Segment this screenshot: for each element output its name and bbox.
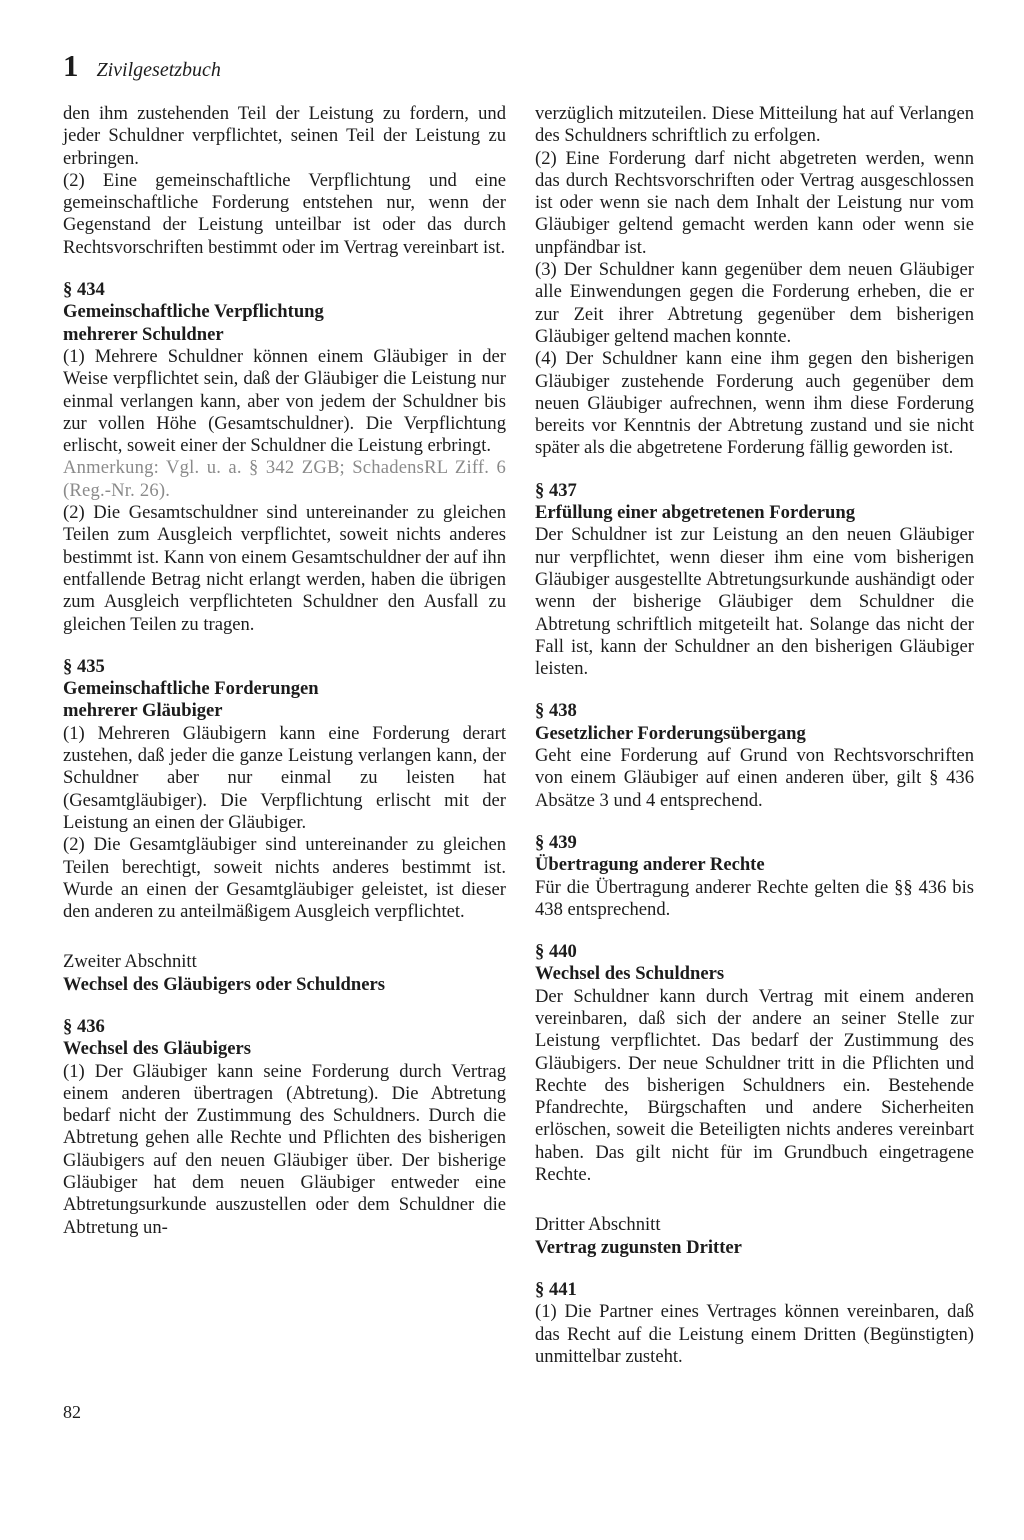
- paragraph: (1) Der Gläubiger kann seine Forderung durch Vertrag einem anderen übertragen (Abtretung). Die Abtretung bedarf nicht der Zustimmung des Schuldners. Durch die Abtretung gehen alle Rechte und Pflichten des bisherigen Gläubigers auf den neuen Gläubiger über. Der bisherige Gläubiger hat dem neuen Gläubiger entweder eine Abtretungsurkunde auszustellen oder dem Schuldner die Abtretung un-: [63, 1060, 506, 1238]
- section-title: Gemeinschaftliche Verpflichtung: [63, 301, 324, 323]
- section-441: [535, 1279, 974, 1368]
- section-435: [63, 656, 506, 924]
- paragraph: (1) Mehreren Gläubigern kann eine Forderung derart zustehen, daß jeder die ganze Leistung verlangen kann, der Schuldner aber nur einmal zu leisten hat (Gesamtgläubiger). Die Verpflichtung erlischt mit der Leistung an einen der Gläubiger.: [63, 722, 506, 833]
- part-label: Dritter Abschnitt: [535, 1214, 661, 1236]
- right-column: [535, 103, 974, 1368]
- paragraph: (1) Die Partner eines Vertrages können vereinbaren, daß das Recht auf die Leistung einem Dritten (Begünstigten) unmittelbar zusteht.: [535, 1301, 974, 1367]
- paragraph: (2) Eine gemeinschaftliche Verpflichtung und eine gemeinschaftliche Forderung entstehen nur, wenn der Gegenstand der Leistung unteilbar ist oder das durch Rechtsvorschriften bestimmt oder im Vertrag vereinbart ist.: [63, 169, 506, 258]
- section-number: § 439: [535, 831, 577, 853]
- paragraph: (2) Die Gesamtschuldner sind untereinander zu gleichen Teilen zum Ausgleich verpflichtet, soweit nichts anderes bestimmt ist. Kann von einem Gesamtschuldner der auf ihn entfallende Betrag nicht erlangt werden, haben die übrigen zum Ausgleich verpflichteten Schuldner den Ausfall zu gleichen Teilen zu tragen.: [63, 502, 506, 635]
- section-number: § 440: [535, 941, 577, 963]
- section-number: § 434: [63, 279, 105, 301]
- paragraph: (2) Die Gesamtgläubiger sind untereinander zu gleichen Teilen berechtigt, soweit nichts anderes bestimmt ist. Wurde an einen der Gesamtgläubiger geleistet, ist dieser den anderen zu anteilmäßigem Ausgleich verpflichtet.: [63, 834, 506, 923]
- section-436: [63, 1016, 506, 1239]
- part-title: Wechsel des Gläubigers oder Schuldners: [63, 973, 385, 995]
- section-number: § 438: [535, 700, 577, 722]
- running-head: [63, 48, 221, 88]
- section-number: § 441: [535, 1278, 577, 1300]
- paragraph: Der Schuldner kann durch Vertrag mit einem anderen vereinbaren, daß sich der andere an seiner Stelle zur Leistung verpflichtet. Das bedarf der Zustimmung des Gläubigers. Der neue Schuldner tritt in die Pflichten und Rechte des bisherigen Schuldners ein. Bestehende Pfandrechte, Bürgschaften und andere Sicherheiten erlöschen, soweit die Beteiligten nichts anderes vereinbart haben. Das gilt nicht für im Grundbuch eingetragene Rechte.: [535, 985, 974, 1186]
- section-number: § 435: [63, 655, 105, 677]
- section-title: Wechsel des Schuldners: [535, 963, 725, 985]
- paragraph: (3) Der Schuldner kann gegenüber dem neuen Gläubiger alle Einwendungen gegen die Forderung erheben, die er zur Zeit ihrer Abtretung gegenüber dem bisherigen Gläubiger geltend machen konnte.: [535, 259, 974, 347]
- section-title: Erfüllung einer abgetretenen Forderung: [535, 502, 856, 524]
- section-title: Gesetzlicher Forderungsübergang: [535, 722, 806, 744]
- part-title: Vertrag zugunsten Dritter: [535, 1236, 742, 1258]
- section-number: § 436: [63, 1015, 105, 1037]
- paragraph: Geht eine Forderung auf Grund von Rechtsvorschriften von einem Gläubiger auf einen anderen über, gilt § 436 Absätze 3 und 4 entsprechend.: [535, 745, 974, 811]
- paragraph: (4) Der Schuldner kann eine ihm gegen den bisherigen Gläubiger zustehende Forderung auch gegenüber dem neuen Gläubiger aufrechnen, wenn ihm diese Forderung bereits vor Kenntnis der Abtretung zustand und sie nicht später als die abgetretene Forderung fällig geworden ist.: [535, 348, 974, 459]
- section-title: mehrerer Schuldner: [63, 323, 224, 345]
- section-title: mehrerer Gläubiger: [63, 700, 223, 722]
- paragraph: Für die Übertragung anderer Rechte gelten die §§ 436 bis 438 entsprechend.: [535, 876, 974, 920]
- annotation-note: Anmerkung: Vgl. u. a. § 342 ZGB; SchadensRL Ziff. 6 (Reg.-Nr. 26).: [63, 457, 506, 501]
- paragraph: den ihm zustehenden Teil der Leistung zu fordern, und jeder Schuldner verpflichtet, seinen Teil der Leistung zu erbringen.: [63, 103, 506, 169]
- section-438: [535, 700, 974, 811]
- section-title: Übertragung anderer Rechte: [535, 854, 765, 876]
- part-label: Zweiter Abschnitt: [63, 951, 197, 973]
- section-439: [535, 832, 974, 921]
- part-heading: [535, 1214, 974, 1259]
- left-column: [63, 103, 506, 1239]
- section-number: § 437: [535, 479, 577, 501]
- paragraph: Der Schuldner ist zur Leistung an den neuen Gläubiger nur verpflichtet, wenn dieser ihm eine vom bisherigen Gläubiger ausgestellte Abtretungsurkunde aushändigt oder wenn der bisherige Gläubiger dem Schuldner die Abtretung schriftlich mitgeteilt hat. Solange das nicht der Fall ist, kann der Schuldner an den bisherigen Gläubiger leisten.: [535, 524, 974, 680]
- paragraph: (1) Mehrere Schuldner können einem Gläubiger in der Weise verpflichtet sein, daß der Gläubiger die Leistung nur einmal verlangen kann, aber von jedem der Schuldner bis zur vollen Höhe (Gesamtschuldner). Die Verpflichtung erlischt, soweit einer der Schuldner die Leistung erbringt.: [63, 345, 506, 457]
- section-437: [535, 480, 974, 681]
- chapter-number: 1: [63, 48, 79, 83]
- section-434: [63, 279, 506, 636]
- section-440: [535, 941, 974, 1186]
- part-heading: [63, 951, 506, 996]
- section-title: Wechsel des Gläubigers: [63, 1038, 252, 1060]
- paragraph: verzüglich mitzuteilen. Diese Mitteilung hat auf Verlangen des Schuldners schriftlich zu erfolgen.: [535, 103, 974, 147]
- section-title: Gemeinschaftliche Forderungen: [63, 678, 319, 700]
- book-title: Zivilgesetzbuch: [96, 59, 221, 81]
- paragraph: (2) Eine Forderung darf nicht abgetreten werden, wenn das durch Rechtsvorschriften oder Vertrag ausgeschlossen ist oder wenn sie nach dem Inhalt der Leistung nur vom Gläubiger geltend gemacht werden kann oder wenn sie unpfändbar ist.: [535, 147, 974, 258]
- page-number: 82: [63, 1402, 81, 1422]
